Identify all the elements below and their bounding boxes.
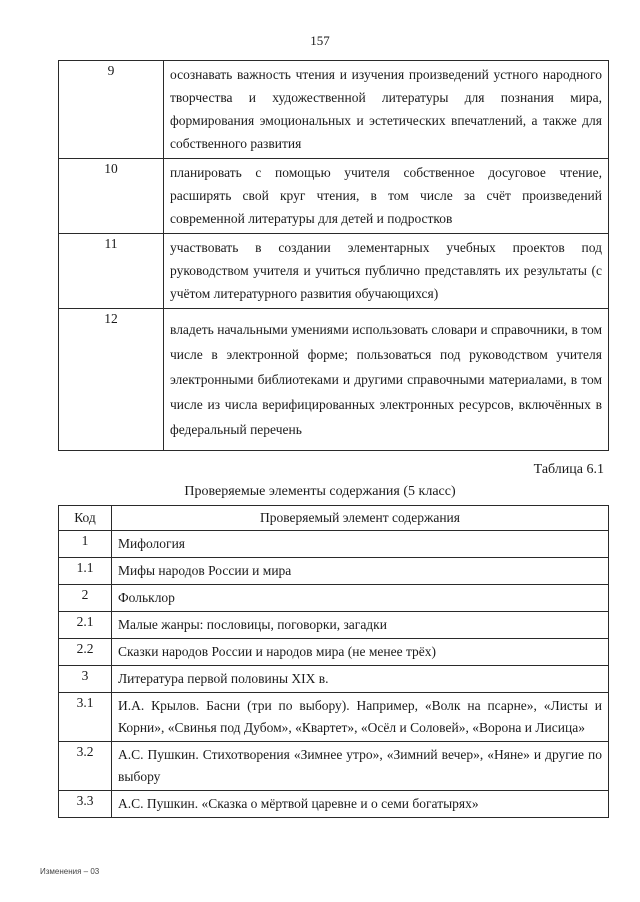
row-text: участвовать в создании элементарных учебных проектов под руководством учителя и учиться публично представлять их результаты (с учётом литературного развития обучающихся)	[164, 234, 609, 309]
row-text: осознавать важность чтения и изучения произведений устного народного творчества и художественной литературы для познания мира, формирования эмоциональных и эстетических впечатлений, а также для собственного развития	[164, 61, 609, 159]
header-element: Проверяемый элемент содержания	[112, 506, 609, 531]
row-number: 10	[59, 159, 164, 234]
outcomes-table	[58, 60, 609, 451]
row-element: Малые жанры: пословицы, поговорки, загадки	[112, 612, 609, 639]
row-code: 3.1	[59, 693, 112, 742]
row-element: И.А. Крылов. Басни (три по выбору). Например, «Волк на псарне», «Листы и Корни», «Свинья под Дубом», «Квартет», «Осёл и Соловей», «Ворона и Лисица»	[112, 693, 609, 742]
page-footer: Изменения – 03	[40, 867, 100, 876]
table-row	[59, 693, 609, 742]
row-number: 9	[59, 61, 164, 159]
row-code: 3.2	[59, 742, 112, 791]
table-row	[59, 791, 609, 818]
table-title: Проверяемые элементы содержания (5 класс)	[184, 484, 456, 499]
row-number: 12	[59, 309, 164, 451]
row-code: 2	[59, 585, 112, 612]
table-row	[59, 585, 609, 612]
table-row	[59, 558, 609, 585]
header-code: Код	[59, 506, 112, 531]
row-number: 11	[59, 234, 164, 309]
row-text: владеть начальными умениями использовать словари и справочники, в том числе в электронной форме; пользоваться под руководством учителя электронными библиотеками и другими справочными материалами, в том числе из числа верифицированных электронных ресурсов, включённых в федеральный перечень	[164, 309, 609, 451]
row-element: Сказки народов России и народов мира (не менее трёх)	[112, 639, 609, 666]
table-row	[59, 159, 609, 234]
table-row	[59, 612, 609, 639]
content-elements-table	[58, 505, 609, 818]
row-element: Мифы народов России и мира	[112, 558, 609, 585]
table-caption: Таблица 6.1	[533, 462, 604, 477]
table-row	[59, 531, 609, 558]
row-text: планировать с помощью учителя собственное досуговое чтение, расширять свой круг чтения, в том числе за счёт произведений современной литературы для детей и подростков	[164, 159, 609, 234]
row-code: 3	[59, 666, 112, 693]
row-code: 2.1	[59, 612, 112, 639]
table-header-row	[59, 506, 609, 531]
row-code: 2.2	[59, 639, 112, 666]
table-row	[59, 234, 609, 309]
row-element: Литература первой половины XIX в.	[112, 666, 609, 693]
table-row	[59, 309, 609, 451]
row-element: Фольклор	[112, 585, 609, 612]
table-row	[59, 639, 609, 666]
row-element: Мифология	[112, 531, 609, 558]
row-element: А.С. Пушкин. Стихотворения «Зимнее утро», «Зимний вечер», «Няне» и другие по выбору	[112, 742, 609, 791]
row-code: 1.1	[59, 558, 112, 585]
row-element: А.С. Пушкин. «Сказка о мёртвой царевне и о семи богатырях»	[112, 791, 609, 818]
table-row	[59, 666, 609, 693]
table-row	[59, 61, 609, 159]
table-row	[59, 742, 609, 791]
row-code: 3.3	[59, 791, 112, 818]
row-code: 1	[59, 531, 112, 558]
page-number: 157	[310, 33, 330, 48]
